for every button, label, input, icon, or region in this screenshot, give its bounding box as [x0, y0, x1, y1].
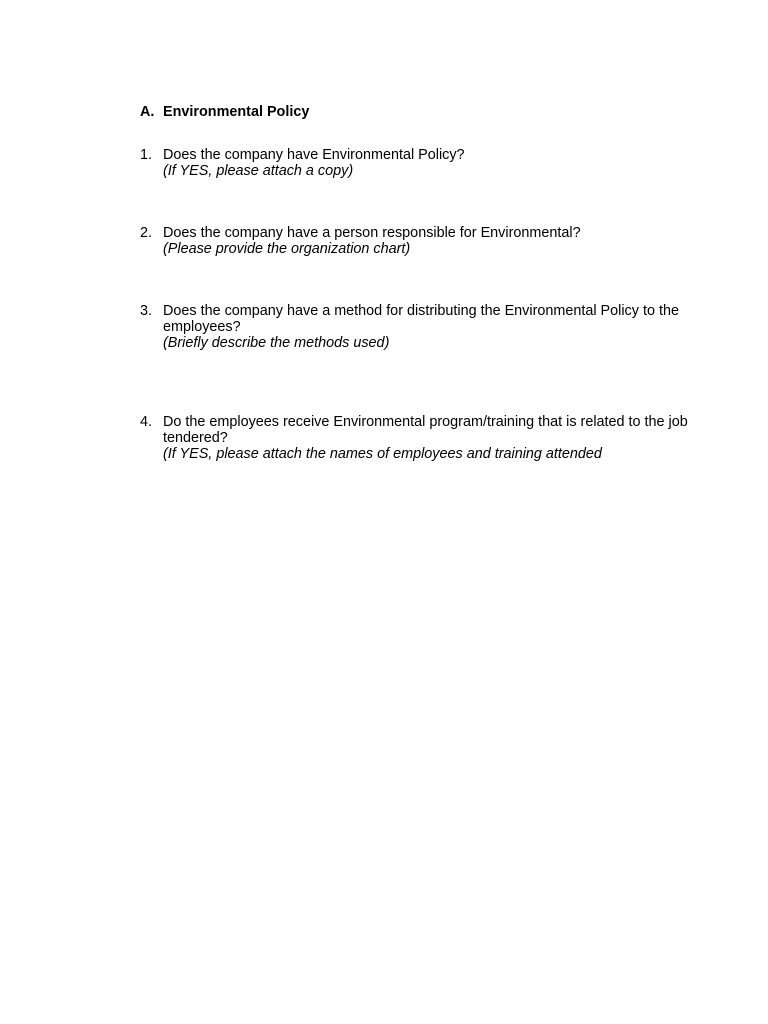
question-number: 3. — [140, 303, 153, 319]
question-item — [140, 225, 720, 257]
question-note: (If YES, please attach a copy) — [163, 163, 354, 179]
question-note: (Briefly describe the methods used) — [163, 335, 390, 351]
question-text: Does the company have a method for distributing the Environmental Policy to the employees? — [163, 303, 679, 335]
section-heading — [140, 104, 309, 120]
section-title: Environmental Policy — [163, 104, 310, 120]
question-text: Does the company have a person responsible for Environmental? — [163, 225, 581, 241]
question-note: (If YES, please attach the names of employees and training attended — [163, 446, 602, 462]
section-letter: A. — [140, 104, 155, 120]
question-number: 1. — [140, 147, 153, 163]
question-text: Do the employees receive Environmental program/training that is related to the job tendered? — [163, 414, 688, 446]
question-note: (Please provide the organization chart) — [163, 241, 411, 257]
question-number: 4. — [140, 414, 153, 430]
question-item — [140, 414, 720, 462]
question-item — [140, 303, 720, 351]
question-item — [140, 147, 720, 179]
question-text: Does the company have Environmental Policy? — [163, 147, 465, 163]
question-number: 2. — [140, 225, 153, 241]
